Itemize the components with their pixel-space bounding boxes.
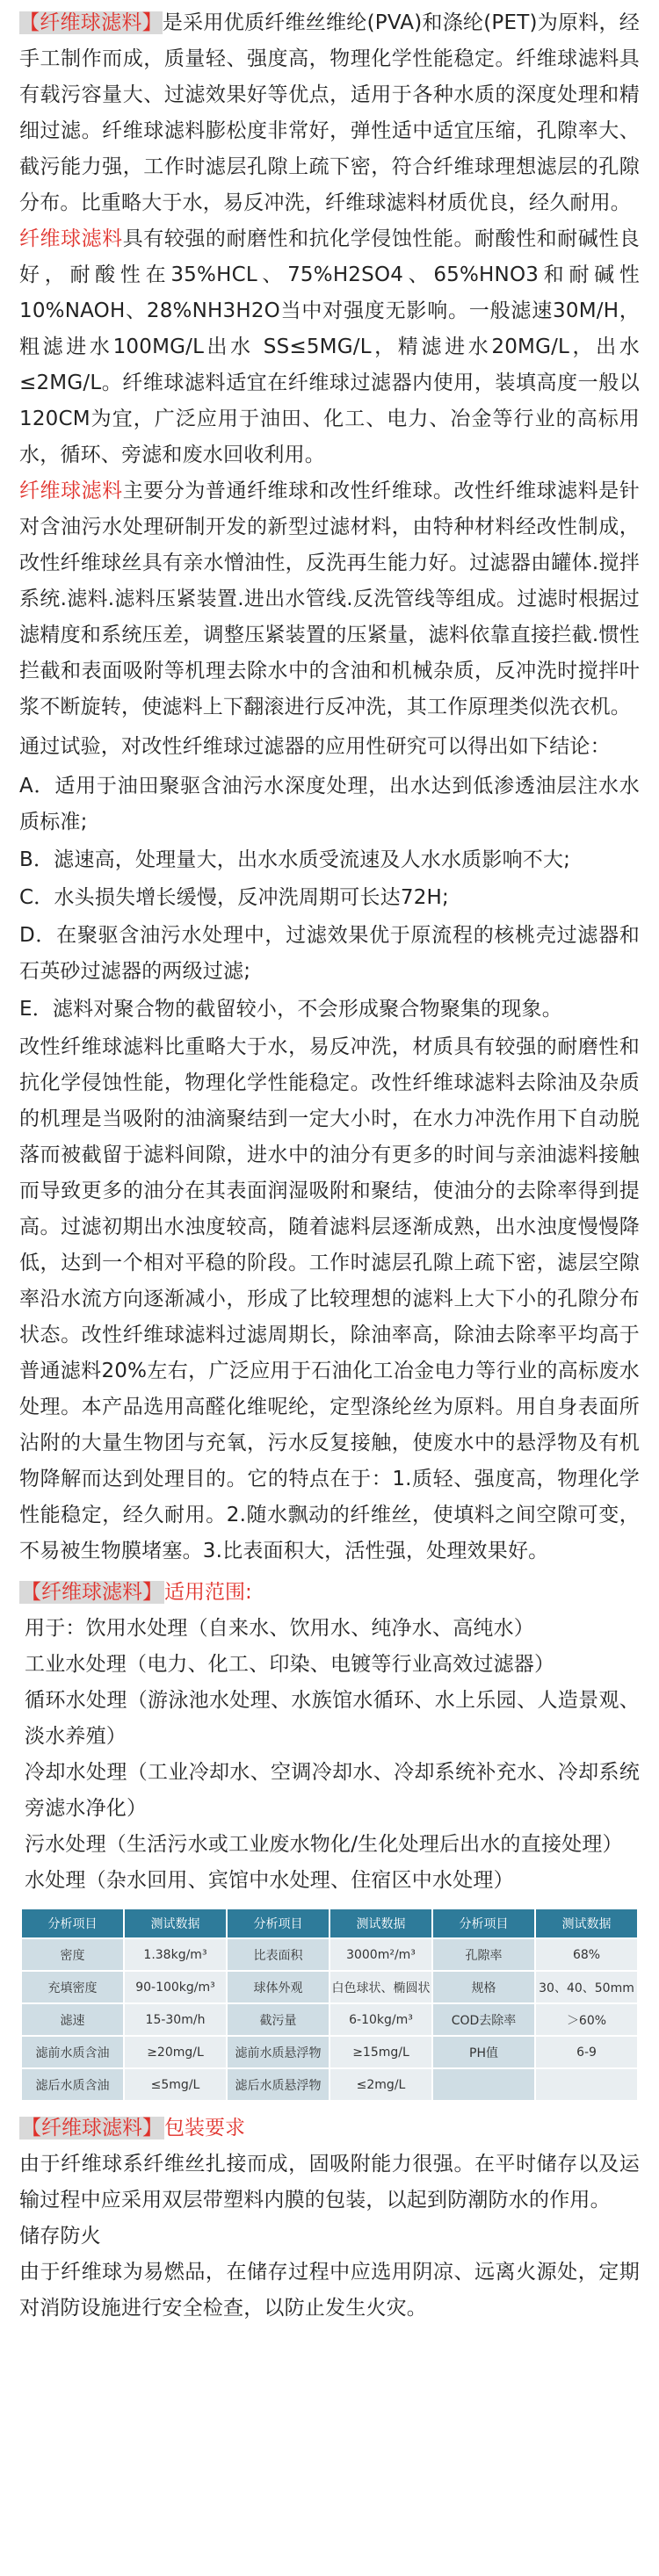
spec-table-header [21, 1909, 638, 1938]
usage-list [19, 1611, 640, 1899]
header-cell: 分析项目 [432, 1909, 535, 1938]
usage-title: 适用范围: [164, 1581, 252, 1604]
resistance-tag: 纤维球滤料 [19, 227, 123, 250]
table-cell: 6-9 [535, 2036, 638, 2068]
table-cell: ＞60% [535, 2003, 638, 2036]
table-cell: 90-100kg/m³ [124, 1971, 227, 2003]
table-cell: 规格 [432, 1971, 535, 2003]
packaging-text: 由于纤维球系纤维丝扎接而成，固吸附能力很强。在平时储存以及运输过程中应采用双层带塑料内膜的包装，以起到防潮防水的作用。 [19, 2153, 640, 2212]
conclusion-item: B．滤速高，处理量大，出水水质受流速及人水水质影响不大; [19, 848, 571, 871]
usage-item: 水处理（杂水回用、宾馆中水处理、住宿区中水处理） [25, 1869, 514, 1892]
header-cell: 测试数据 [535, 1909, 638, 1938]
table-cell: COD去除率 [432, 2003, 535, 2036]
resistance-text: 具有较强的耐磨性和抗化学侵蚀性能。耐酸性和耐碱性良好，耐酸性在35%HCL、75%H2SO4、65%HNO3和耐碱性10%NAOH、28%NH3H2O当中对强度无影响。一般滤速30M/H，粗滤进水100MG/L出水 SS≤5MG/L，精滤进水20MG/L，出水≤2MG/L。纤维球滤料适宜在纤维球过滤器内使用，装填高度一般以120CM为宜，广泛应用于油田、化工、电力、冶金等行业的高标用水，循环、旁滤和废水回收利用。 [19, 227, 641, 466]
table-cell: ≤2mg/L [330, 2068, 432, 2101]
table-cell: 白色球状、椭圆状 [330, 1971, 432, 2003]
intro-text: 是采用优质纤维丝维纶(PVA)和涤纶(PET)为原料，经手工制作而成，质量轻、强度高，物理化学性能稳定。纤维球滤料具有载污容量大、过滤效果好等优点，适用于各种水质的深度处理和精细过滤。纤维球滤料膨松度非常好，弹性适中适宜压缩，孔隙率大、截污能力强，工作时滤层孔隙上疏下密，符合纤维球理想滤层的孔隙分布。比重略大于水，易反冲洗，纤维球滤料材质优良，经久耐用。 [19, 11, 641, 214]
table-cell: 15-30m/h [124, 2003, 227, 2036]
table-cell: 1.38kg/m³ [124, 1938, 227, 1971]
usage-heading [19, 1575, 640, 1611]
table-cell: 孔隙率 [432, 1938, 535, 1971]
table-cell: 滤前水质含油 [21, 2036, 124, 2068]
packaging-title: 包装要求 [164, 2117, 245, 2139]
table-cell: 比表面积 [227, 1938, 330, 1971]
packaging-heading [19, 2111, 640, 2147]
header-cell: 分析项目 [21, 1909, 124, 1938]
table-cell: 球体外观 [227, 1971, 330, 2003]
table-cell: ≤5mg/L [124, 2068, 227, 2101]
table-cell: 滤后水质悬浮物 [227, 2068, 330, 2101]
usage-item: 冷却水处理（工业冷却水、空调冷却水、冷却系统补充水、冷却系统旁滤水净化） [25, 1761, 640, 1820]
conclusion-item: C．水头损失增长缓慢，反冲洗周期可长达72H; [19, 886, 449, 909]
table-cell: 充填密度 [21, 1971, 124, 2003]
packaging-tag: 【纤维球滤料】 [21, 2117, 163, 2139]
resistance-paragraph [19, 221, 640, 473]
types-paragraph [19, 473, 640, 725]
conclusion-list [19, 768, 640, 1028]
table-row [21, 1938, 638, 1971]
intro-paragraph [19, 5, 640, 221]
table-cell: 滤速 [21, 2003, 124, 2036]
header-cell: 分析项目 [227, 1909, 330, 1938]
intro-tag: 【纤维球滤料】 [19, 11, 163, 34]
table-cell: 6-10kg/m³ [330, 2003, 432, 2036]
table-cell: 密度 [21, 1938, 124, 1971]
usage-item: 用于：饮用水处理（自来水、饮用水、纯净水、高纯水） [25, 1617, 534, 1640]
table-cell: PH值 [432, 2036, 535, 2068]
table-cell: ≥15mg/L [330, 2036, 432, 2068]
conclusion-item: E．滤料对聚合物的截留较小，不会形成聚合物聚集的现象。 [19, 998, 562, 1021]
table-row [21, 1971, 638, 2003]
storage-text: 由于纤维球为易燃品，在储存过程中应选用阴凉、远离火源处，定期对消防设施进行安全检查，以防止发生火灾。 [19, 2261, 640, 2320]
spec-table [20, 1908, 639, 2102]
header-cell: 测试数据 [124, 1909, 227, 1938]
table-row [21, 2036, 638, 2068]
storage-title: 储存防火 [19, 2225, 101, 2248]
conclusion-item: D．在聚驱含油污水处理中，过滤效果优于原流程的核桃壳过滤器和石英砂过滤器的两级过滤; [19, 924, 640, 983]
table-cell [535, 2068, 638, 2101]
table-cell [432, 2068, 535, 2101]
table-cell: 滤后水质含油 [21, 2068, 124, 2101]
usage-item: 污水处理（生活污水或工业废水物化/生化处理后出水的直接处理） [25, 1833, 623, 1856]
table-cell: 30、40、50mm [535, 1971, 638, 2003]
usage-tag: 【纤维球滤料】 [21, 1581, 163, 1604]
table-row [21, 2068, 638, 2101]
modified-fiber-paragraph: 改性纤维球滤料比重略大于水，易反冲洗，材质具有较强的耐磨性和抗化学侵蚀性能，物理化学性能稳定。改性纤维球滤料去除油及杂质的机理是当吸附的油滴聚结到一定大小时，在水力冲洗作用下自动脱落而被截留于滤料间隙，进水中的油分有更多的时间与亲油滤料接触而导致更多的油分在其表面润湿吸附和聚结，使油分的去除率得到提高。过滤初期出水浊度较高，随着滤料层逐渐成熟，出水浊度慢慢降低，达到一个相对平稳的阶段。工作时滤层孔隙上疏下密，滤层空隙率沿水流方向逐渐减小，形成了比较理想的滤料上大下小的孔隙分布状态。改性纤维球滤料过滤周期长，除油率高，除油去除率平均高于普通滤料20%左右，广泛应用于石油化工冶金电力等行业的高标废水处理。本产品选用高醛化维呢纶，定型涤纶丝为原料。用自身表面所沾附的大量生物团与充氧，污水反复接触，使废水中的悬浮物及有机物降解而达到处理目的。它的特点在于：1.质轻、强度高，物理化学性能稳定，经久耐用。2.随水飘动的纤维丝，使填料之间空隙可变，不易被生物膜堵塞。3.比表面积大，活性强，处理效果好。 [19, 1035, 640, 1562]
test-conclusion-intro: 通过试验，对改性纤维球过滤器的应用性研究可以得出如下结论： [19, 735, 611, 758]
table-row [21, 2003, 638, 2036]
conclusion-item: A．适用于油田聚驱含油污水深度处理，出水达到低渗透油层注水水质标准; [19, 775, 640, 833]
table-cell: 68% [535, 1938, 638, 1971]
usage-item: 循环水处理（游泳池水处理、水族馆水循环、水上乐园、人造景观、淡水养殖） [25, 1689, 640, 1748]
types-text: 主要分为普通纤维球和改性纤维球。改性纤维球滤料是针对含油污水处理研制开发的新型过滤材料，由特种材料经改性制成，改性纤维球丝具有亲水憎油性，反洗再生能力好。过滤器由罐体.搅拌系统.滤料.滤料压紧装置.进出水管线.反洗管线等组成。过滤时根据过滤精度和系统压差，调整压紧装置的压紧量，滤料依靠直接拦截.惯性拦截和表面吸附等机理去除水中的含油和机械杂质，反冲洗时搅拌叶浆不断旋转，使滤料上下翻滚进行反冲洗，其工作原理类似洗衣机。 [19, 480, 641, 718]
header-cell: 测试数据 [330, 1909, 432, 1938]
types-tag: 纤维球滤料 [19, 480, 123, 502]
table-cell: 滤前水质悬浮物 [227, 2036, 330, 2068]
usage-item: 工业水处理（电力、化工、印染、电镀等行业高效过滤器） [25, 1653, 555, 1676]
table-cell: 截污量 [227, 2003, 330, 2036]
table-cell: ≥20mg/L [124, 2036, 227, 2068]
table-cell: 3000m²/m³ [330, 1938, 432, 1971]
